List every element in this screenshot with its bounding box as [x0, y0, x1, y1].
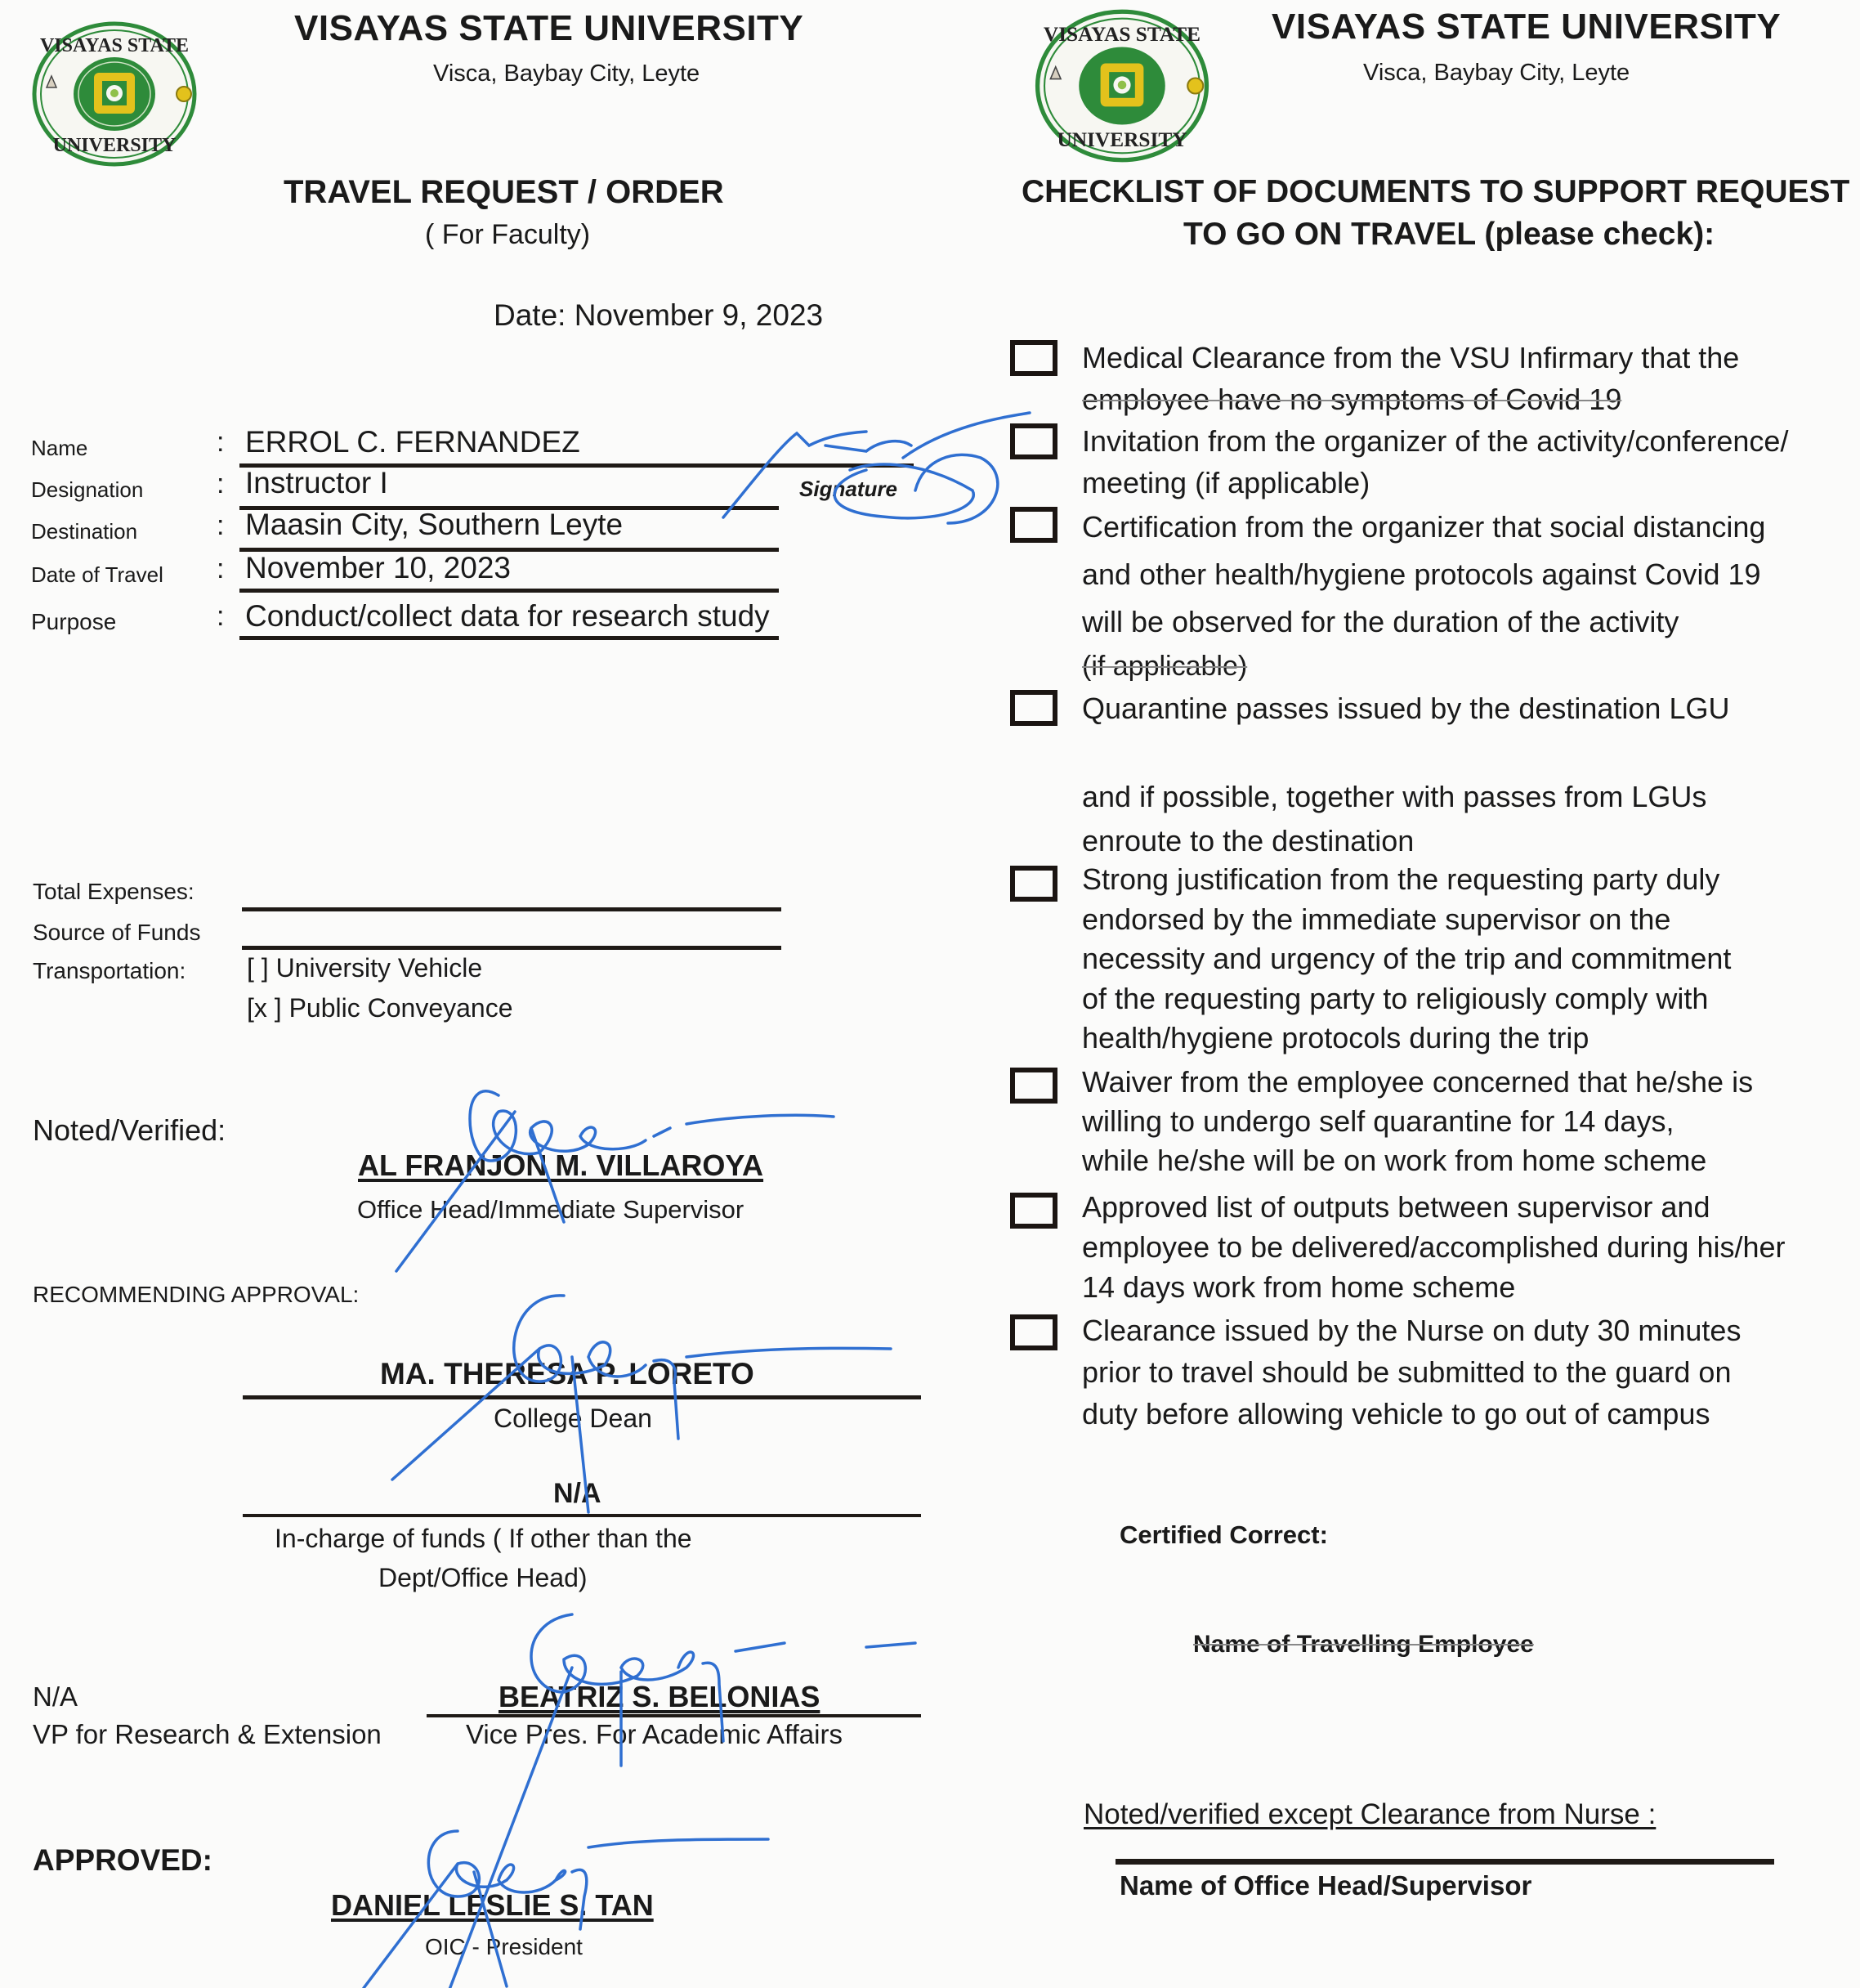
checklist-title-line1: CHECKLIST OF DOCUMENTS TO SUPPORT REQUEST	[1022, 174, 1850, 209]
checklist-item-text: Invitation from the organizer of the activity/conference/	[1082, 424, 1789, 458]
noted-except-nurse-label: Noted/verified except Clearance from Nurse :	[1084, 1798, 1657, 1830]
checklist-item-text: employee to be delivered/accomplished during his/her	[1082, 1230, 1786, 1264]
name-colon: :	[217, 427, 225, 458]
designation-label: Designation	[31, 477, 144, 502]
funds-incharge-name: N/A	[553, 1478, 601, 1509]
checklist-item	[1082, 1187, 1786, 1307]
transport-option-university-vehicle[interactable]	[247, 953, 482, 983]
purpose-label: Purpose	[31, 609, 117, 634]
recommending-approval-label: RECOMMENDING APPROVAL:	[33, 1282, 360, 1307]
transport-checkbox-mark[interactable]: [ ]	[247, 953, 269, 983]
signature-label: Signature	[799, 477, 897, 501]
university-seal-icon	[29, 20, 200, 168]
checklist-checkbox[interactable]	[1010, 507, 1057, 543]
source-of-funds-underline	[242, 946, 781, 950]
date-of-travel-label: Date of Travel	[31, 562, 163, 587]
checklist-item	[1082, 860, 1731, 1059]
university-address: Visca, Baybay City, Leyte	[1363, 60, 1630, 86]
approved-signatory-title: OIC - President	[425, 1934, 583, 1959]
svg-text:VISAYAS STATE: VISAYAS STATE	[1043, 23, 1201, 47]
checklist-item-spacer	[1082, 731, 1729, 775]
checklist-checkbox[interactable]	[1010, 1193, 1057, 1229]
checklist-item	[1082, 337, 1739, 420]
purpose-colon: :	[217, 601, 225, 632]
transport-checkbox-mark[interactable]: [x ]	[247, 993, 282, 1023]
vp-research-title: VP for Research & Extension	[33, 1719, 382, 1749]
transport-option-label: University Vehicle	[275, 953, 483, 983]
office-head-underline	[1116, 1859, 1774, 1865]
designation-colon: :	[217, 468, 225, 499]
checklist-item-text: and if possible, together with passes from LGUs	[1082, 780, 1707, 813]
vp-academic-title: Vice Pres. For Academic Affairs	[466, 1719, 843, 1749]
vp-academic-name: BEATRIZ S. BELONIAS	[499, 1680, 820, 1713]
checklist-title-line2: TO GO ON TRAVEL (please check):	[1183, 217, 1715, 252]
transport-option-public-conveyance[interactable]	[247, 993, 513, 1023]
funds-underline	[243, 1514, 921, 1517]
form-title: TRAVEL REQUEST / ORDER	[284, 174, 724, 210]
university-name: VISAYAS STATE UNIVERSITY	[294, 8, 804, 48]
checklist-item-text: of the requesting party to religiously comply with	[1082, 981, 1709, 1015]
checklist-item-text: Clearance issued by the Nurse on duty 30 minutes	[1082, 1314, 1742, 1347]
destination-value[interactable]: Maasin City, Southern Leyte	[245, 508, 624, 541]
checklist-item-text: Strong justification from the requesting party duly	[1082, 862, 1720, 896]
checklist-item-text: prior to travel should be submitted to the guard on	[1082, 1355, 1732, 1389]
date-of-travel-underline	[239, 589, 779, 593]
recommending-underline	[243, 1395, 921, 1399]
recommending-signatory-name: MA. THERESA P. LORETO	[380, 1357, 754, 1390]
checklist-item-text: while he/she will be on work from home scheme	[1082, 1144, 1707, 1177]
name-label: Name	[31, 436, 88, 460]
total-expenses-label: Total Expenses:	[33, 879, 194, 904]
travelling-employee-label: Name of Travelling Employee	[1193, 1631, 1534, 1658]
checklist-item-text: (if applicable)	[1082, 651, 1248, 682]
funds-incharge-title-1: In-charge of funds ( If other than the	[275, 1524, 692, 1553]
checklist-item-text: meeting (if applicable)	[1082, 466, 1370, 499]
form-date: Date: November 9, 2023	[494, 298, 824, 332]
total-expenses-underline	[242, 907, 781, 911]
checklist-item-text: necessity and urgency of the trip and commitment	[1082, 942, 1732, 975]
vp-research-name: N/A	[33, 1681, 78, 1712]
date-of-travel-colon: :	[217, 553, 225, 584]
checklist-item-text: Certification from the organizer that social distancing	[1082, 510, 1766, 544]
office-head-label: Name of Office Head/Supervisor	[1120, 1870, 1532, 1901]
checklist-checkbox[interactable]	[1010, 690, 1057, 726]
designation-value[interactable]: Instructor I	[245, 466, 388, 499]
checklist-checkbox[interactable]	[1010, 866, 1057, 902]
svg-text:UNIVERSITY: UNIVERSITY	[1057, 128, 1187, 151]
university-address: Visca, Baybay City, Leyte	[433, 60, 700, 87]
purpose-value[interactable]: Conduct/collect data for research study	[245, 599, 770, 633]
checklist-item-text: willing to undergo self quarantine for 14 days,	[1082, 1104, 1674, 1138]
checklist-item-text: duty before allowing vehicle to go out of campus	[1082, 1397, 1710, 1431]
approved-label: APPROVED:	[33, 1843, 212, 1877]
approved-signatory-name: DANIEL LESLIE S. TAN	[331, 1888, 654, 1922]
svg-text:VISAYAS STATE: VISAYAS STATE	[39, 35, 190, 56]
noted-verified-label: Noted/Verified:	[33, 1113, 226, 1147]
destination-colon: :	[217, 510, 225, 541]
checklist-item-text: enroute to the destination	[1082, 824, 1415, 857]
transportation-label: Transportation:	[33, 958, 186, 983]
checklist-item	[1082, 504, 1765, 687]
checklist-item	[1082, 1063, 1753, 1180]
belonias-signature	[441, 1614, 915, 1988]
checklist-item	[1082, 687, 1729, 863]
purpose-underline	[239, 636, 779, 640]
checklist-item-text: endorsed by the immediate supervisor on the	[1082, 902, 1671, 936]
checklist-item-text: 14 days work from home scheme	[1082, 1270, 1516, 1304]
checklist-checkbox[interactable]	[1010, 340, 1057, 376]
funds-incharge-title-2: Dept/Office Head)	[378, 1563, 588, 1592]
date-of-travel-value[interactable]: November 10, 2023	[245, 551, 511, 584]
document-checklist	[1010, 337, 1860, 1481]
checklist-checkbox[interactable]	[1010, 1314, 1057, 1350]
university-seal-icon	[1028, 8, 1216, 163]
name-value[interactable]: ERROL C. FERNANDEZ	[245, 425, 580, 459]
transport-option-label: Public Conveyance	[288, 993, 513, 1023]
checklist-item-text: Approved list of outputs between supervisor and	[1082, 1190, 1710, 1224]
recommending-signatory-title: College Dean	[494, 1404, 652, 1433]
checklist-item-text: health/hygiene protocols during the trip	[1082, 1021, 1589, 1054]
noted-signatory-name: AL FRANJON M. VILLAROYA	[358, 1148, 764, 1182]
certified-correct-label: Certified Correct:	[1120, 1520, 1328, 1549]
vp-academic-underline	[427, 1714, 921, 1717]
checklist-item-text: Medical Clearance from the VSU Infirmary that the	[1082, 341, 1740, 374]
checklist-item-text: will be observed for the duration of the activity	[1082, 605, 1679, 638]
checklist-checkbox[interactable]	[1010, 1068, 1057, 1104]
checklist-item-text: and other health/hygiene protocols against Covid 19	[1082, 557, 1761, 591]
checklist-item	[1082, 420, 1788, 504]
source-of-funds-label: Source of Funds	[33, 920, 201, 945]
checklist-checkbox[interactable]	[1010, 423, 1057, 459]
svg-text:UNIVERSITY: UNIVERSITY	[52, 135, 177, 156]
checklist-item-text: employee have no symptoms of Covid 19	[1082, 383, 1622, 416]
checklist-item-text: Waiver from the employee concerned that he/she is	[1082, 1065, 1754, 1099]
noted-signatory-title: Office Head/Immediate Supervisor	[357, 1195, 744, 1224]
form-subtitle: ( For Faculty)	[425, 219, 591, 250]
destination-label: Destination	[31, 519, 138, 544]
university-name: VISAYAS STATE UNIVERSITY	[1272, 7, 1782, 47]
checklist-item-text: Quarantine passes issued by the destination LGU	[1082, 692, 1730, 725]
checklist-item	[1082, 1310, 1741, 1435]
